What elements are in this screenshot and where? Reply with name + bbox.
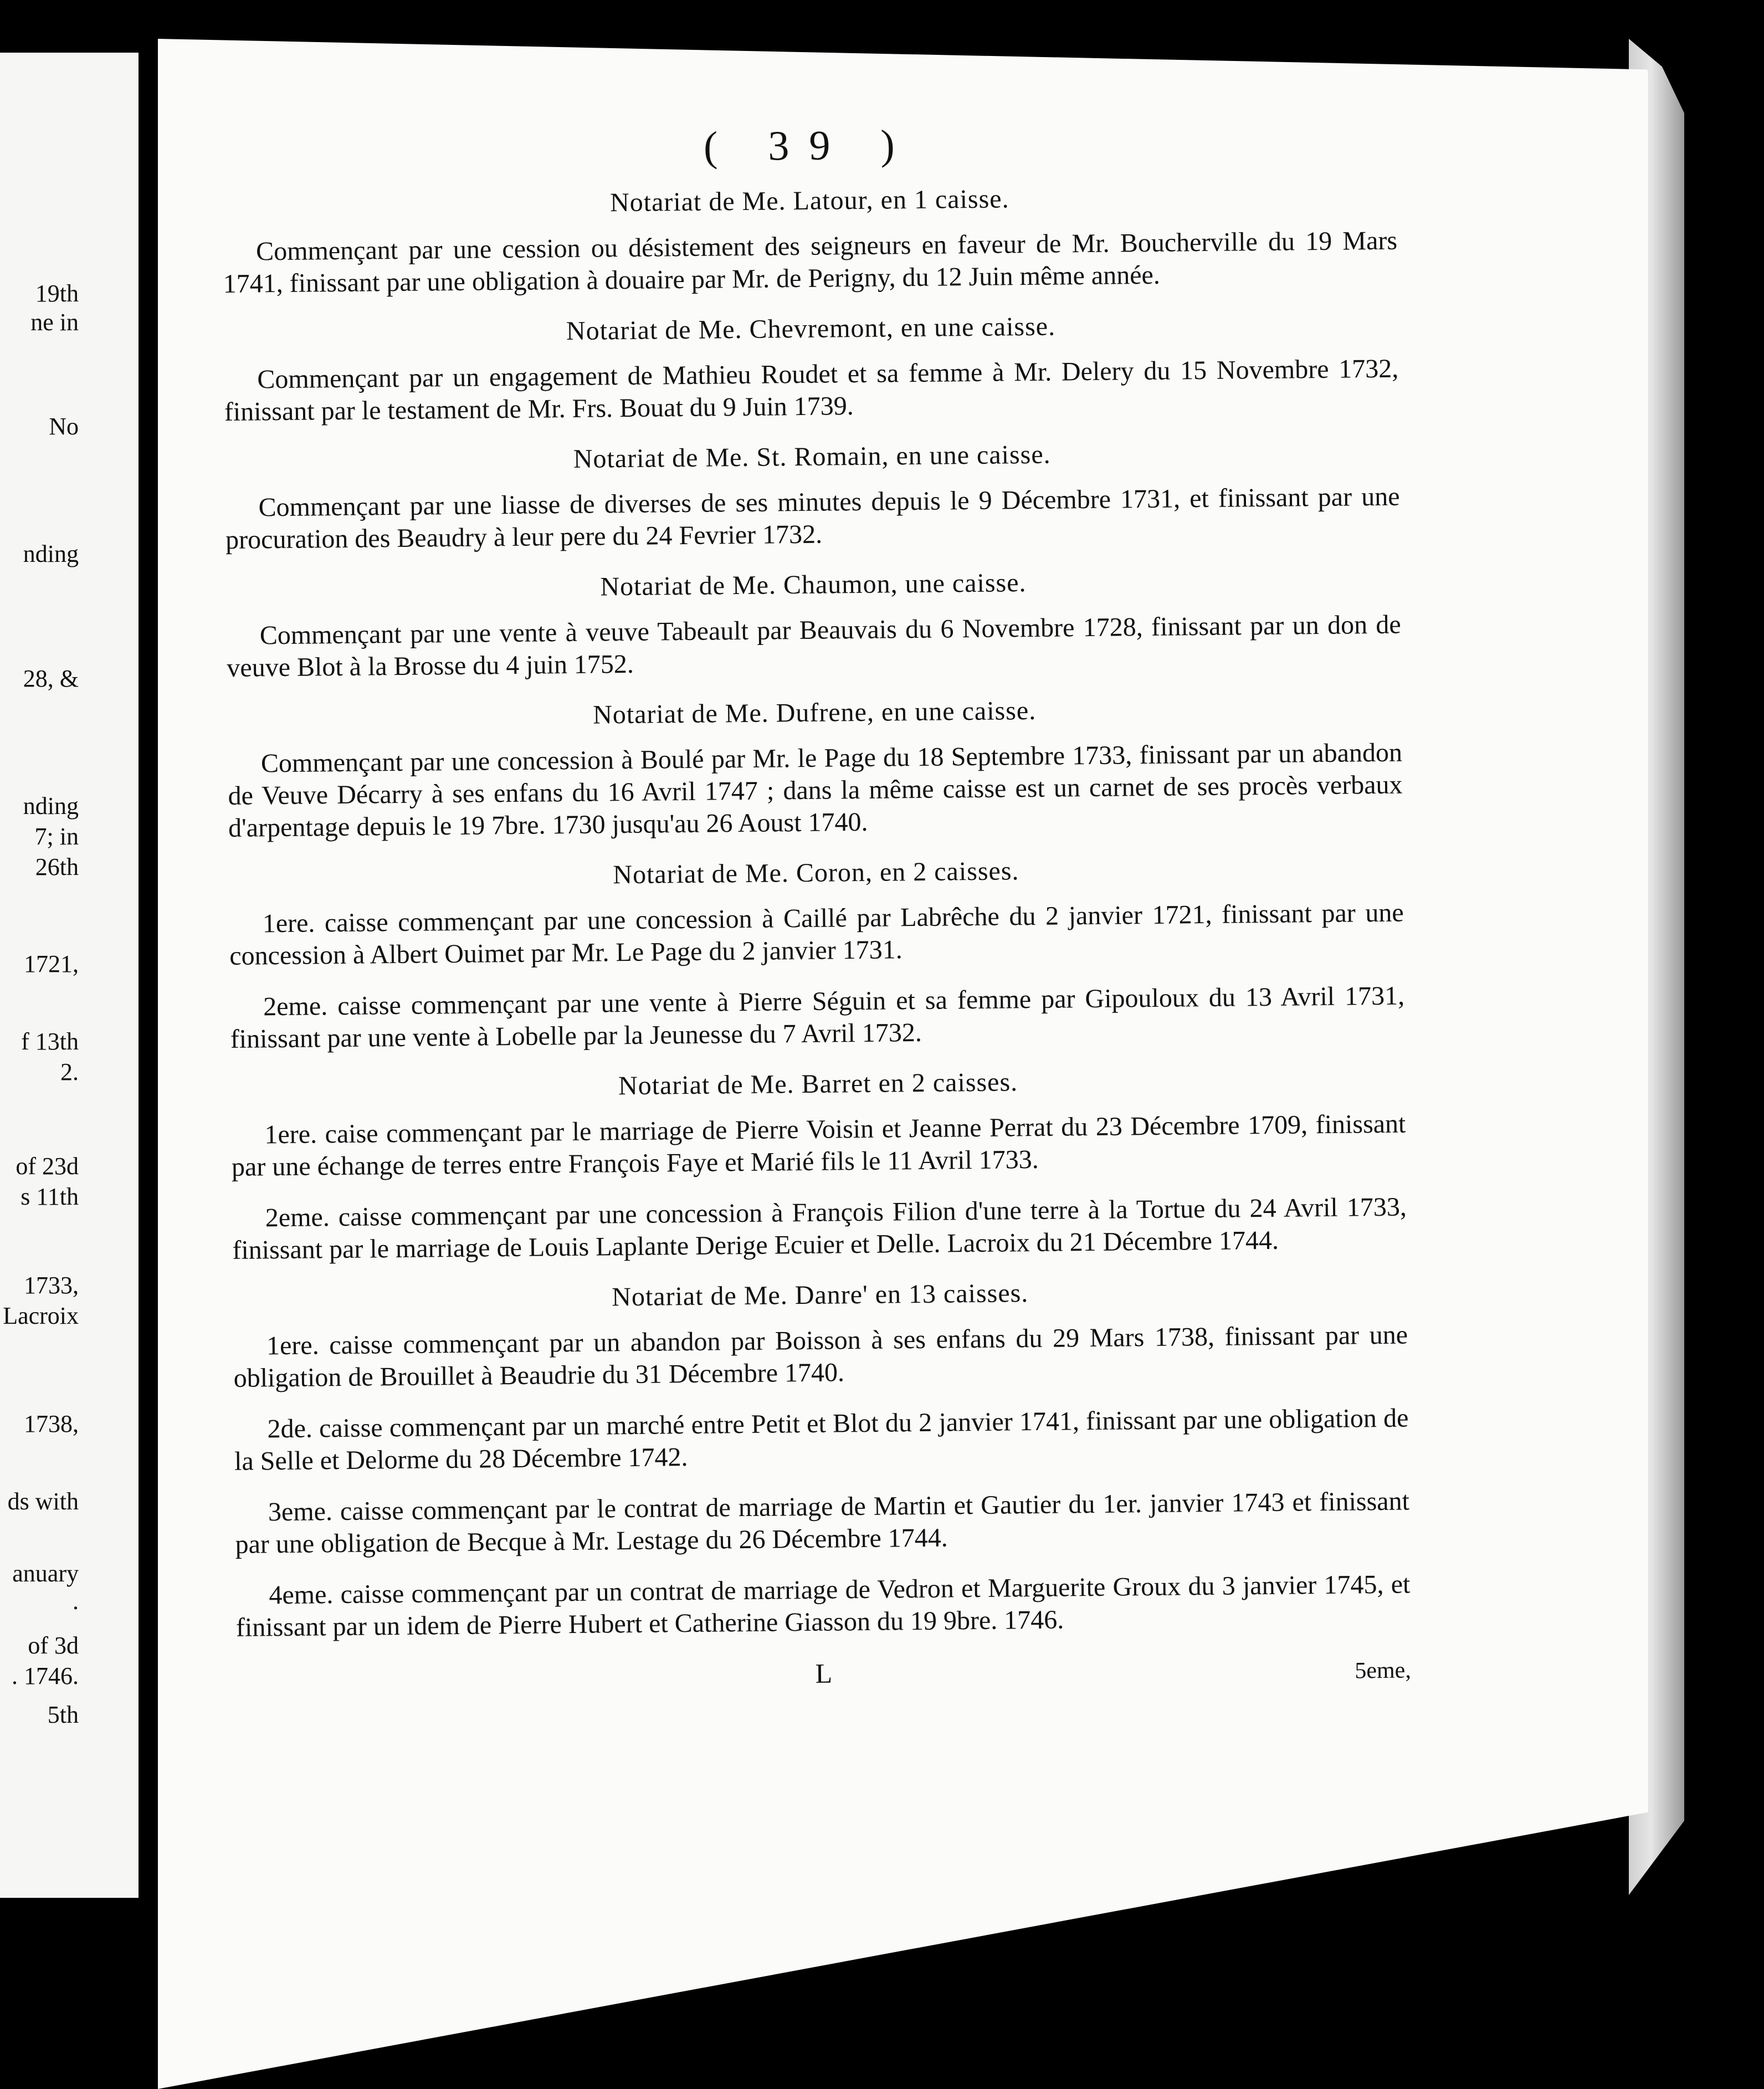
left-facing-page (0, 53, 139, 1898)
left-fragment: Lacroix (3, 1302, 79, 1329)
entry-paragraph: 1ere. caise commençant par le marriage de Pierre Voisin et Jeanne Perrat du 23 Décembre 1709, finissant par une échange de terres entre François Faye et Marié fils le 11 Avril 1733. (231, 1109, 1406, 1182)
left-fragment: of 3d (28, 1632, 79, 1659)
section-heading: Notariat de Me. Chaumon, une caisse. (600, 568, 1027, 602)
left-fragment: 5th (47, 1701, 79, 1728)
notariat-section (222, 180, 1398, 300)
entry-paragraph: 2de. caisse commençant par un marché entre Petit et Blot du 2 janvier 1741, finissant par une obligation de la Selle et Delorme du 28 Décembre 1742. (234, 1403, 1409, 1476)
left-fragment: ne in (30, 309, 79, 336)
entry-paragraph: 2eme. caisse commençant par une vente à Pierre Séguin et sa femme par Gipouloux du 13 Avril 1731, finissant par une vente à Lobelle par la Jeunesse du 7 Avril 1732. (230, 981, 1405, 1054)
left-fragment: 19th (35, 280, 79, 307)
entry-paragraph: Commençant par un engagement de Mathieu Roudet et sa femme à Mr. Delery du 15 Novembre 1732, finissant par le testament de Mr. Frs. Bouat du 9 Juin 1739. (224, 354, 1399, 427)
section-heading: Notariat de Me. Coron, en 2 caisses. (613, 856, 1019, 890)
left-fragment: . 1746. (12, 1662, 79, 1689)
entry-paragraph: 4eme. caisse commençant par un contrat de marriage de Vedron et Marguerite Groux du 3 janvier 1745, et finissant par un idem de Pierre Hubert et Catherine Giasson du 19 9bre. 1746. (235, 1569, 1411, 1642)
entry-paragraph: Commençant par une concession à Boulé par Mr. le Page du 18 Septembre 1733, finissant par un abandon de Veuve Décarry à ses enfans du 16 Avril 1747 ; dans la même caisse est un carnet de ses procès verbaux d'arpentage depuis le 19 7bre. 1730 jusqu'au 26 Aoust 1740. (228, 738, 1403, 843)
left-fragment: nding (23, 540, 79, 567)
section-heading: Notariat de Me. Danre' en 13 caisses. (612, 1278, 1029, 1312)
notariat-section (227, 692, 1403, 844)
left-fragment: 28, & (23, 665, 79, 692)
entry-paragraph: 2eme. caisse commençant par une concession à François Filion d'une terre à la Tortue du 24 Avril 1733, finissant par le marriage de Louis Laplante Derige Ecuier et Delle. Lacroix du 21 Décembre 1744. (232, 1192, 1407, 1265)
entry-paragraph: Commençant par une vente à veuve Tabeault par Beauvais du 6 Novembre 1728, finissant par un don de veuve Blot à la Brosse du 4 juin 1752. (227, 610, 1401, 683)
left-fragment: . (73, 1588, 79, 1615)
left-fragment: f 13th (21, 1028, 79, 1055)
entry-paragraph: Commençant par une cession ou désistement des seigneurs en faveur de Mr. Boucherville du 19 Mars 1741, finissant par une obligation à douaire par Mr. de Perigny, du 12 Juin même année. (223, 226, 1398, 299)
section-heading: Notariat de Me. St. Romain, en une caisse. (573, 439, 1051, 474)
catchword: 5eme, (1355, 1657, 1412, 1684)
entry-paragraph: Commençant par une liasse de diverses de ses minutes depuis le 9 Décembre 1731, et finissant par une procuration des Beaudry à leur pere du 24 Fevrier 1732. (225, 482, 1400, 555)
left-fragment: 2. (60, 1058, 79, 1086)
section-heading: Notariat de Me. Latour, en 1 caisse. (609, 184, 1009, 218)
sections-container (222, 180, 1411, 1644)
notariat-section (229, 852, 1405, 1056)
section-heading: Notariat de Me. Chevremont, en une caisse. (566, 311, 1056, 346)
notariat-section (233, 1274, 1411, 1644)
notariat-section (225, 436, 1401, 556)
left-fragment: of 23d (16, 1153, 79, 1180)
signature-mark: L (815, 1657, 833, 1689)
notariat-section (226, 564, 1402, 684)
entry-paragraph: 1ere. caisse commençant par un abandon par Boisson à ses enfans du 29 Mars 1738, finissant par une obligation de Brouillet à Beaudrie du 31 Décembre 1740. (233, 1320, 1408, 1393)
left-fragment: ds with (7, 1488, 79, 1515)
left-fragment: 1721, (24, 950, 79, 977)
left-fragment: 1738, (24, 1410, 79, 1437)
notariat-section (230, 1063, 1407, 1267)
left-fragment: No (49, 413, 79, 440)
notariat-section (223, 308, 1399, 428)
entry-paragraph: 1ere. caisse commençant par une concession à Caillé par Labrêche du 2 janvier 1721, finissant par une concession à Albert Ouimet par Mr. Le Page du 2 janvier 1731. (229, 898, 1404, 971)
left-fragment: 26th (35, 853, 79, 880)
left-fragment: 1733, (24, 1272, 79, 1299)
left-fragment: s 11th (20, 1183, 79, 1210)
section-heading: Notariat de Me. Barret en 2 caisses. (618, 1067, 1018, 1101)
entry-paragraph: 3eme. caisse commençant par le contrat de marriage de Martin et Gautier du 1er. janvier 1743 et finissant par une obligation de Becque à Mr. Lestage du 26 Décembre 1744. (235, 1486, 1410, 1559)
left-fragment: nding (23, 792, 79, 820)
left-fragment: anuary (12, 1560, 79, 1587)
page-content (222, 116, 1411, 1695)
left-fragment: 7; in (34, 823, 79, 850)
page-number: ( 39 ) (703, 121, 915, 170)
section-heading: Notariat de Me. Dufrene, en une caisse. (592, 695, 1037, 730)
